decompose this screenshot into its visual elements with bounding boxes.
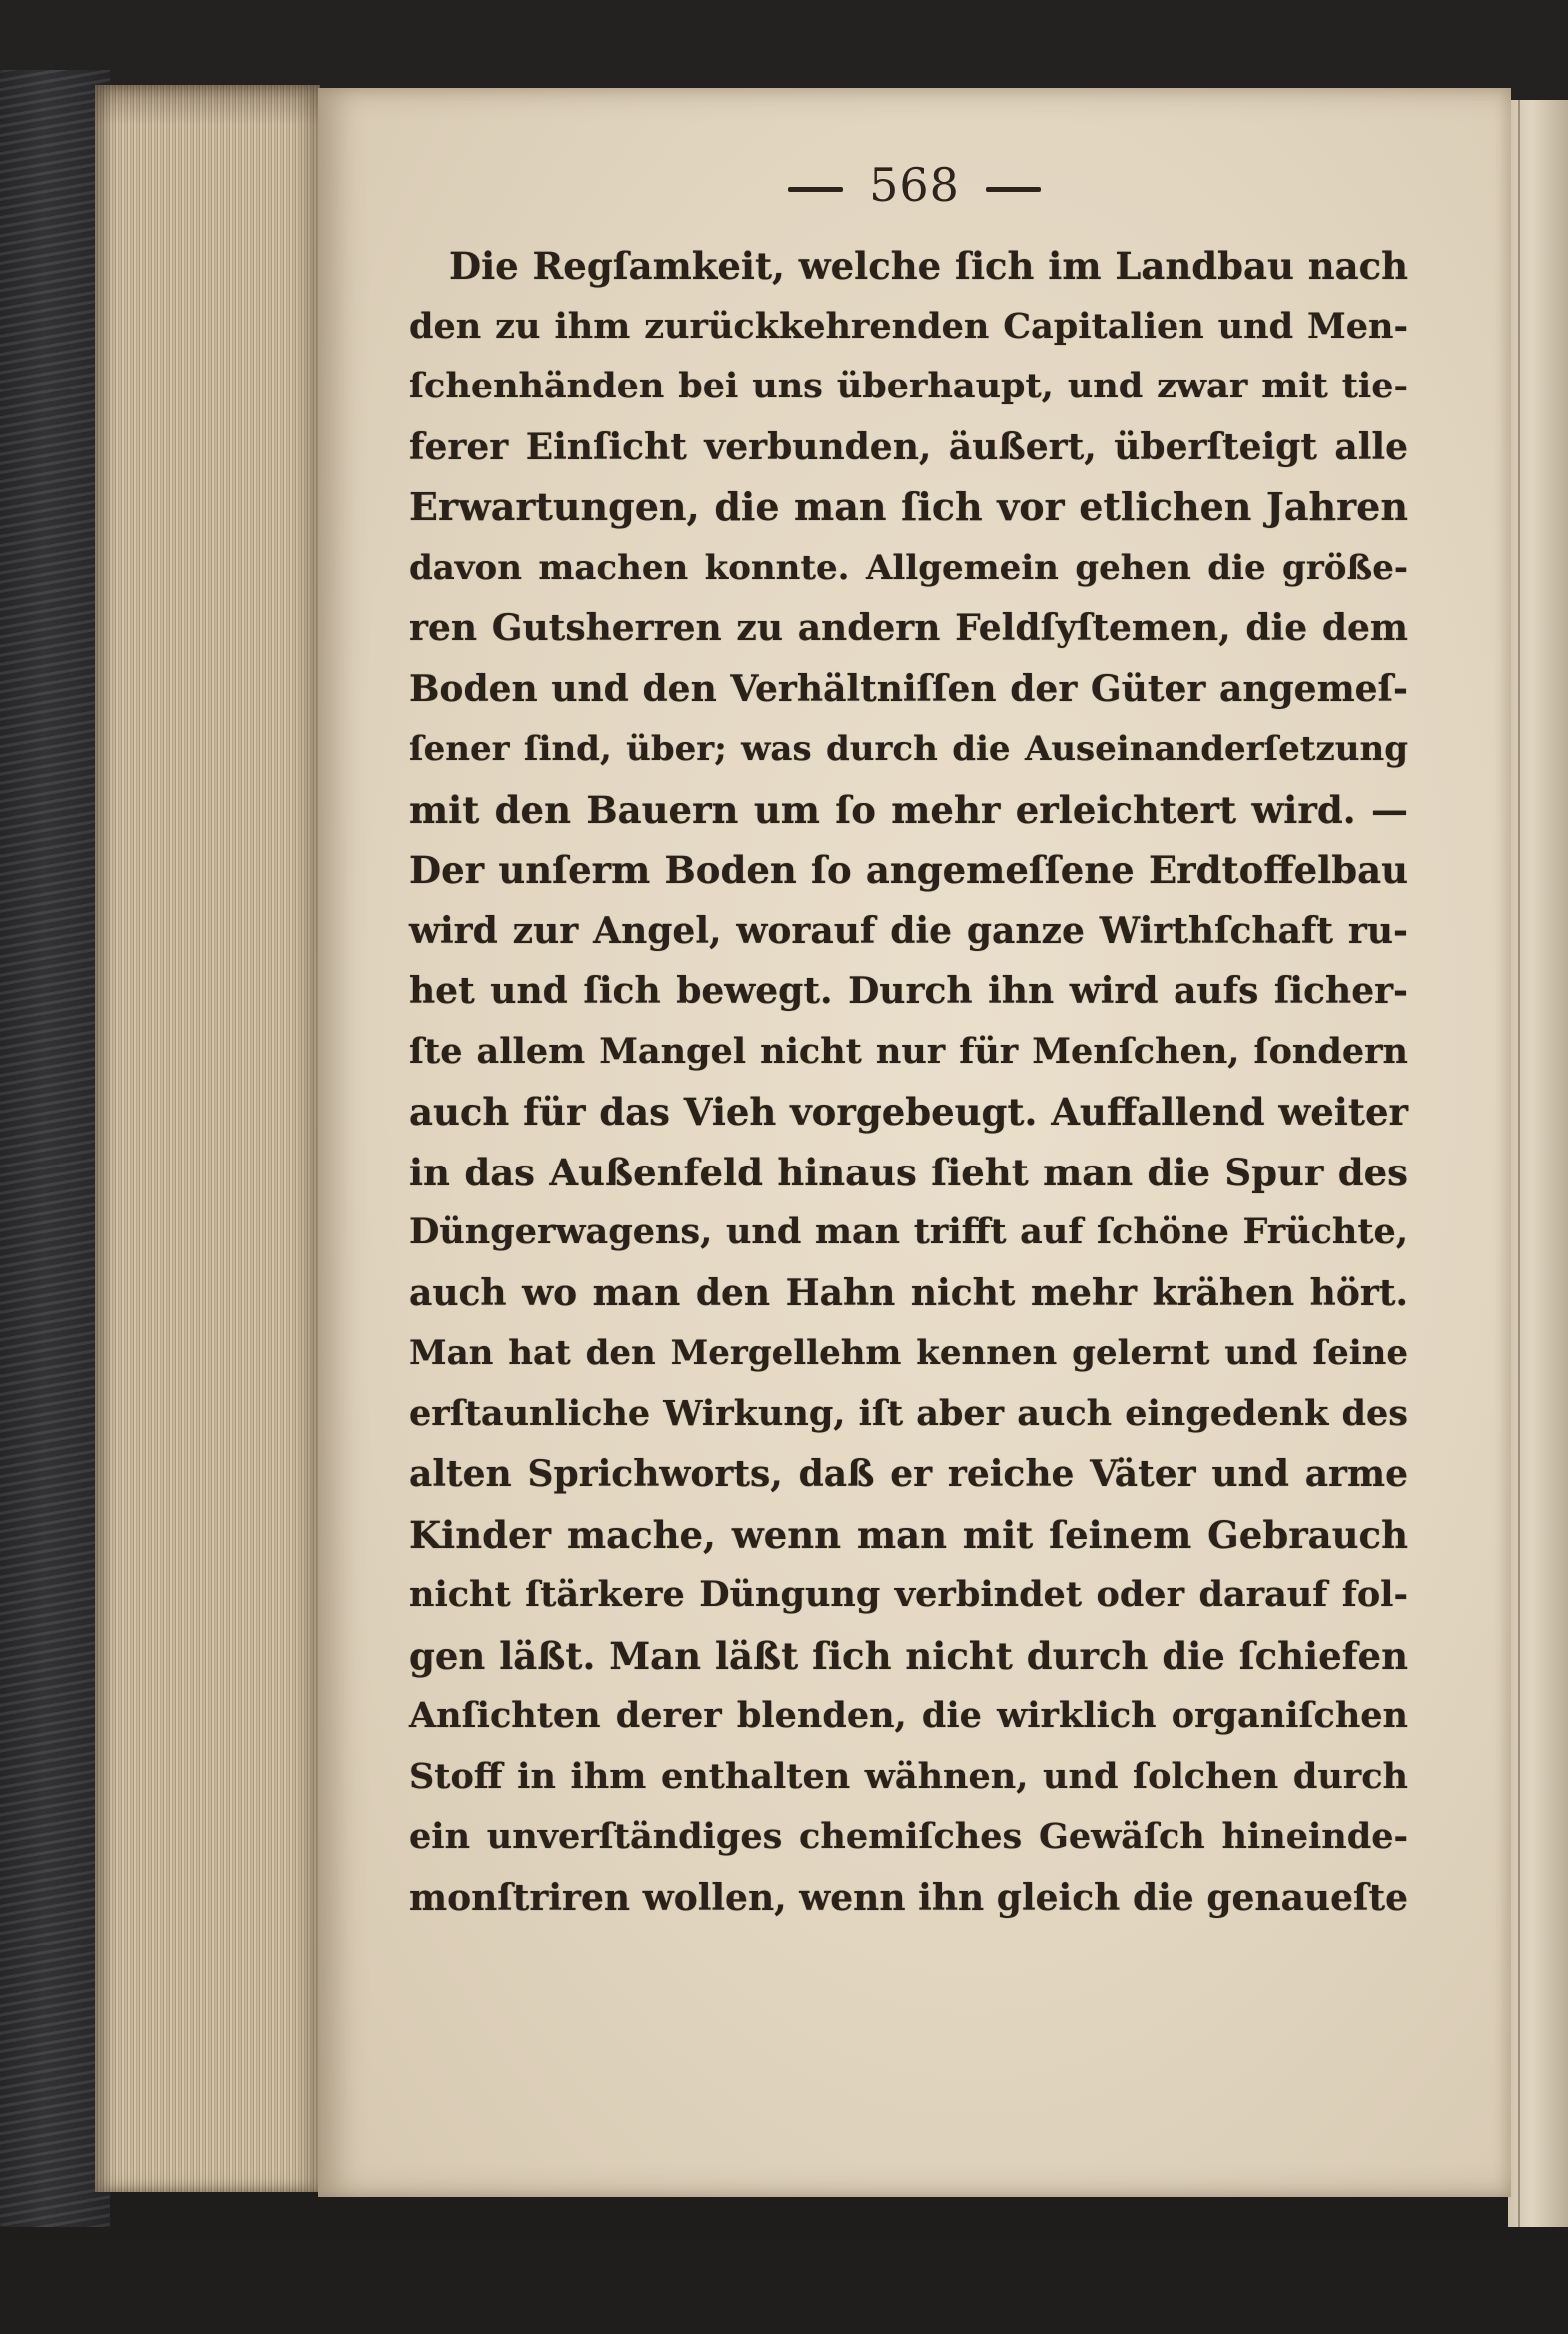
book-page	[318, 88, 1511, 2197]
text-line: Man hat den Mergellehm kennen gelernt und ſeine	[409, 1333, 1408, 1373]
text-line: gen läßt. Man läßt ſich nicht durch die ſchiefen	[409, 1633, 1408, 1678]
text-line: alten Sprichworts, daß er reiche Väter und arme	[409, 1453, 1408, 1495]
text-line: davon machen konnte. Allgemein gehen die größe-	[409, 547, 1408, 588]
text-line: Erwartungen, die man ſich vor etlichen Jahren	[409, 484, 1408, 529]
text-line: auch für das Vieh vorgebeugt. Auffallend weiter	[409, 1090, 1408, 1134]
text-line: ſchenhänden bei uns überhaupt, und zwar mit tie-	[409, 366, 1408, 406]
text-line: auch wo man den Hahn nicht mehr krähen hört.	[409, 1271, 1408, 1314]
page-number: 568	[869, 158, 960, 212]
text-line: ren Gutsherren zu andern Feldſyſtemen, die dem	[409, 607, 1408, 649]
page-text	[409, 236, 1408, 1928]
text-line: Düngerwagens, und man trifft auf ſchöne Früchte,	[409, 1211, 1408, 1252]
text-line: in das Außenfeld hinaus ſieht man die Spur des	[409, 1150, 1408, 1194]
text-line: monſtriren wollen, wenn ihn gleich die genaueſte	[409, 1876, 1408, 1919]
text-line: Stoff in ihm enthalten wähnen, und ſolchen durch	[409, 1755, 1408, 1797]
page-edges	[95, 85, 320, 2192]
text-line: Kinder mache, wenn man mit ſeinem Gebrauch	[409, 1512, 1408, 1557]
text-line: den zu ihm zurückkehrenden Capitalien und Men-	[409, 305, 1408, 347]
page-number-dash-left	[788, 187, 843, 192]
text-line: ſte allem Mangel nicht nur für Menſchen, ſondern	[409, 1030, 1408, 1072]
text-line: ferer Einſicht verbunden, äußert, überſteigt alle	[409, 425, 1408, 468]
page-number-dash-right	[986, 187, 1041, 192]
text-line: wird zur Angel, worauf die ganze Wirthſchaft ru-	[409, 909, 1408, 952]
text-line: Der unſerm Boden ſo angemeſſene Erdtoffelbau	[409, 848, 1408, 892]
text-line: mit den Bauern um ſo mehr erleichtert wird. —	[409, 787, 1408, 832]
text-line: Boden und den Verhältniſſen der Güter angemeſ-	[409, 667, 1408, 710]
text-line: Anſichten derer blenden, die wirklich organiſchen	[409, 1695, 1408, 1736]
text-line: ein unverſtändiges chemiſches Gewäſch hineinde-	[409, 1816, 1408, 1857]
text-line: het und ſich bewegt. Durch ihn wird aufs ſicher-	[409, 970, 1408, 1012]
page-number-header	[318, 158, 1511, 212]
book-binding	[0, 70, 110, 2227]
facing-page-edge	[1508, 100, 1568, 2227]
text-line: Die Regſamkeit, welche ſich im Landbau nach	[449, 244, 1408, 288]
text-line: erſtaunliche Wirkung, iſt aber auch eingedenk des	[409, 1392, 1408, 1434]
text-line: ſener ſind, über; was durch die Auseinanderſetzung	[409, 729, 1408, 769]
text-line: nicht ſtärkere Düngung verbindet oder darauf fol-	[409, 1574, 1408, 1615]
